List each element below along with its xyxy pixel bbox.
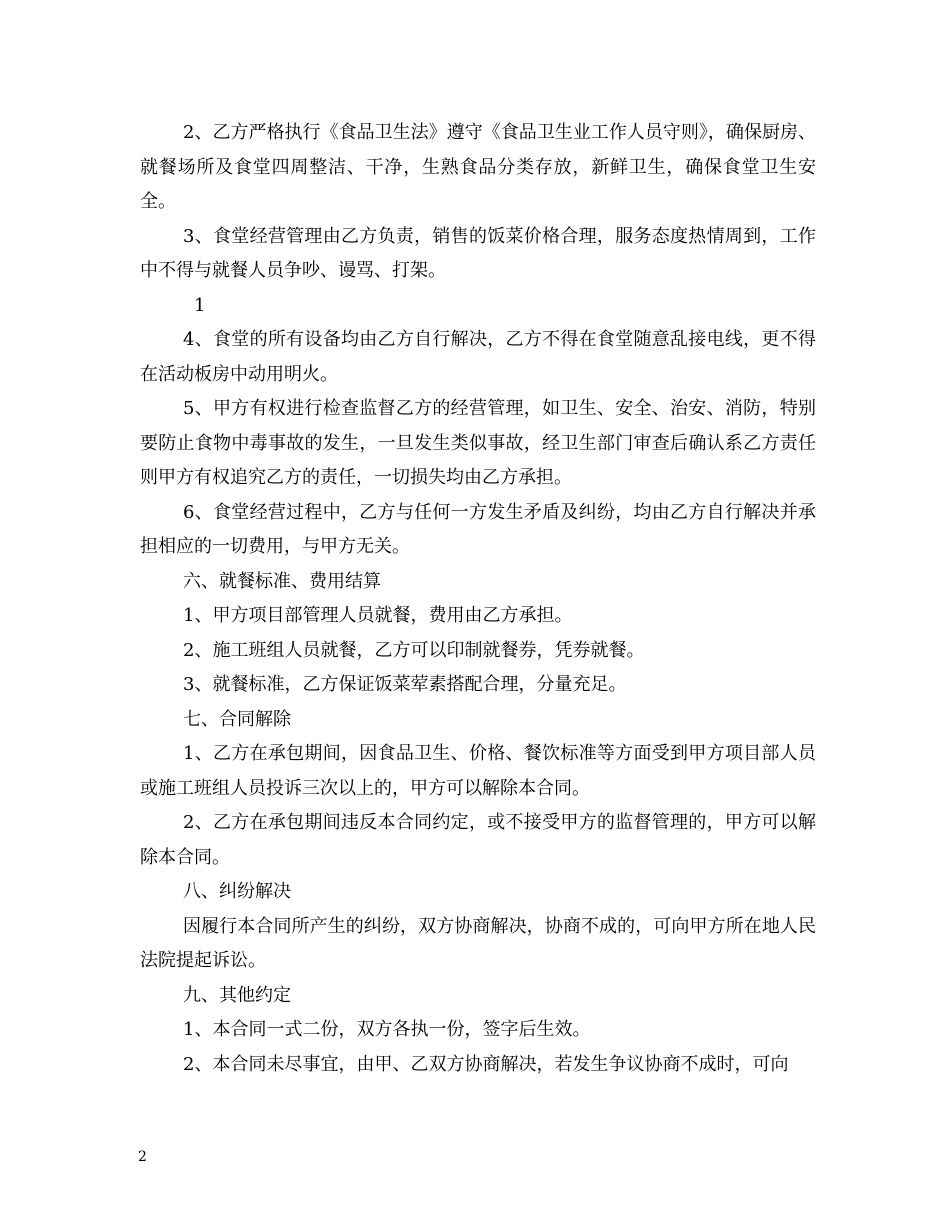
inline-page-marker: 1 <box>194 294 206 316</box>
clause-termination-complaints: 1、乙方在承包期间，因食品卫生、价格、餐饮标准等方面受到甲方项目部人员或施工班组人员投诉三次以上的，甲方可以解除本合同。 <box>140 743 816 799</box>
clause-litigation: 因履行本合同所产生的纠纷，双方协商解决，协商不成的，可向甲方所在地人民法院提起诉讼。 <box>140 915 816 971</box>
clause-canteen-management: 3、食堂经营管理由乙方负责，销售的饭菜价格合理，服务态度热情周到，工作中不得与就餐人员争吵、谩骂、打架。 <box>140 225 816 281</box>
clause-unresolved-matters: 2、本合同未尽事宜，由甲、乙双方协商解决，若发生争议协商不成时，可向 <box>183 1053 789 1075</box>
clause-dining-standard: 3、就餐标准，乙方保证饭菜荤素搭配合理，分量充足。 <box>183 674 627 695</box>
page-number: 2 <box>138 1149 147 1165</box>
clause-disputes-costs: 6、食堂经营过程中，乙方与任何一方发生矛盾及纠纷，均由乙方自行解决并承担相应的一切费用，与甲方无关。 <box>140 501 816 557</box>
section-heading-dining-standards: 六、就餐标准、费用结算 <box>183 570 381 592</box>
clause-equipment: 4、食堂的所有设备均由乙方自行解决，乙方不得在食堂随意乱接电线，更不得在活动板房中动用明火。 <box>140 329 816 385</box>
section-heading-termination: 七、合同解除 <box>183 708 291 730</box>
document-body <box>140 116 816 1082</box>
section-heading-other: 九、其他约定 <box>183 984 291 1006</box>
clause-inspection: 5、甲方有权进行检查监督乙方的经营管理，如卫生、安全、治安、消防，特别要防止食物中毒事故的发生，一旦发生类似事故，经卫生部门审查后确认系乙方责任则甲方有权追究乙方的责任，一切损失均由乙方承担。 <box>140 398 816 488</box>
clause-copies: 1、本合同一式二份，双方各执一份，签字后生效。 <box>183 1019 591 1040</box>
clause-staff-dining: 1、甲方项目部管理人员就餐，费用由乙方承担。 <box>183 605 573 626</box>
section-heading-dispute-resolution: 八、纠纷解决 <box>183 881 291 902</box>
clause-termination-breach: 2、乙方在承包期间违反本合同约定，或不接受甲方的监督管理的，甲方可以解除本合同。 <box>140 812 816 868</box>
clause-meal-vouchers: 2、施工班组人员就餐，乙方可以印制就餐券，凭券就餐。 <box>183 639 645 661</box>
clause-food-hygiene: 2、乙方严格执行《食品卫生法》遵守《食品卫生业工作人员守则》，确保厨房、就餐场所及食堂四周整洁、干净，生熟食品分类存放，新鲜卫生，确保食堂卫生安全。 <box>140 122 816 212</box>
